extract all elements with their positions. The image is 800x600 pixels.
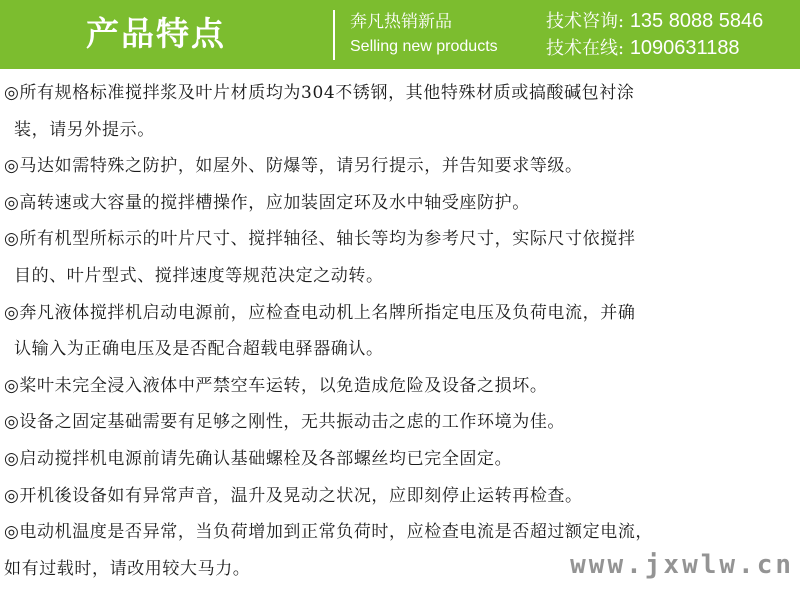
- feature-item: [4, 441, 796, 478]
- feature-item: [4, 404, 796, 441]
- feature-item: [4, 295, 796, 368]
- feature-line: 目的、叶片型式、搅拌速度等规范决定之动转。: [14, 265, 384, 286]
- feature-line: ◎设备之固定基础需要有足够之刚性，无共振动击之虑的工作环境为佳。: [4, 412, 566, 433]
- feature-item: [4, 368, 796, 405]
- feature-item: [4, 185, 796, 222]
- brand-slogan-cn: 奔凡热销新品: [350, 12, 452, 32]
- feature-line: ◎高转速或大容量的搅拌槽操作，应加装固定环及水中轴受座防护。: [4, 192, 530, 213]
- feature-line: ◎所有规格标准搅拌浆及叶片材质均为304不锈钢，其他特殊材质或搞酸碱包衬涂: [4, 83, 635, 103]
- feature-line: ◎电动机温度是否异常，当负荷增加到正常负荷时，应检查电流是否超过额定电流，: [4, 522, 654, 543]
- brand-slogan-en: Selling new products: [350, 38, 498, 55]
- feature-line: ◎桨叶未完全浸入液体中严禁空车运转，以免造成危险及设备之损坏。: [4, 375, 548, 396]
- online-qq: 1090631188: [629, 37, 740, 59]
- online-contact: [546, 36, 740, 61]
- feature-line: 如有过载时，请改用较大马力。: [4, 558, 251, 579]
- feature-line: ◎马达如需特殊之防护，如屋外、防爆等，请另行提示，并告知要求等级。: [4, 156, 583, 177]
- feature-line: 认输入为正确电压及是否配合超载电驿器确认。: [14, 339, 384, 360]
- feature-item: [4, 221, 796, 294]
- feature-list: [4, 75, 796, 587]
- page-title: 产品特点: [86, 14, 226, 53]
- consult-label: 技术咨询:: [546, 11, 625, 32]
- feature-line: ◎所有机型所标示的叶片尺寸、搅拌轴径、轴长等均为参考尺寸，实际尺寸依搅拌: [4, 229, 636, 250]
- consult-phone: 135 8088 5846: [629, 10, 764, 32]
- consult-contact: [546, 9, 763, 34]
- header-divider: [333, 10, 335, 60]
- online-label: 技术在线:: [546, 38, 625, 59]
- feature-line: ◎奔凡液体搅拌机启动电源前，应检查电动机上名牌所指定电压及负荷电流，并确: [4, 302, 636, 323]
- site-watermark: www.jxwlw.cn: [570, 550, 794, 580]
- feature-item: [4, 75, 796, 148]
- feature-line: ◎启动搅拌机电源前请先确认基础螺栓及各部螺丝均已完全固定。: [4, 448, 513, 469]
- header-banner: [0, 0, 800, 69]
- feature-item: [4, 478, 796, 515]
- feature-line: 装，请另外提示。: [14, 119, 155, 140]
- feature-line: ◎开机後设备如有异常声音，温升及晃动之状况，应即刻停止运转再检查。: [4, 485, 583, 506]
- feature-item: [4, 148, 796, 185]
